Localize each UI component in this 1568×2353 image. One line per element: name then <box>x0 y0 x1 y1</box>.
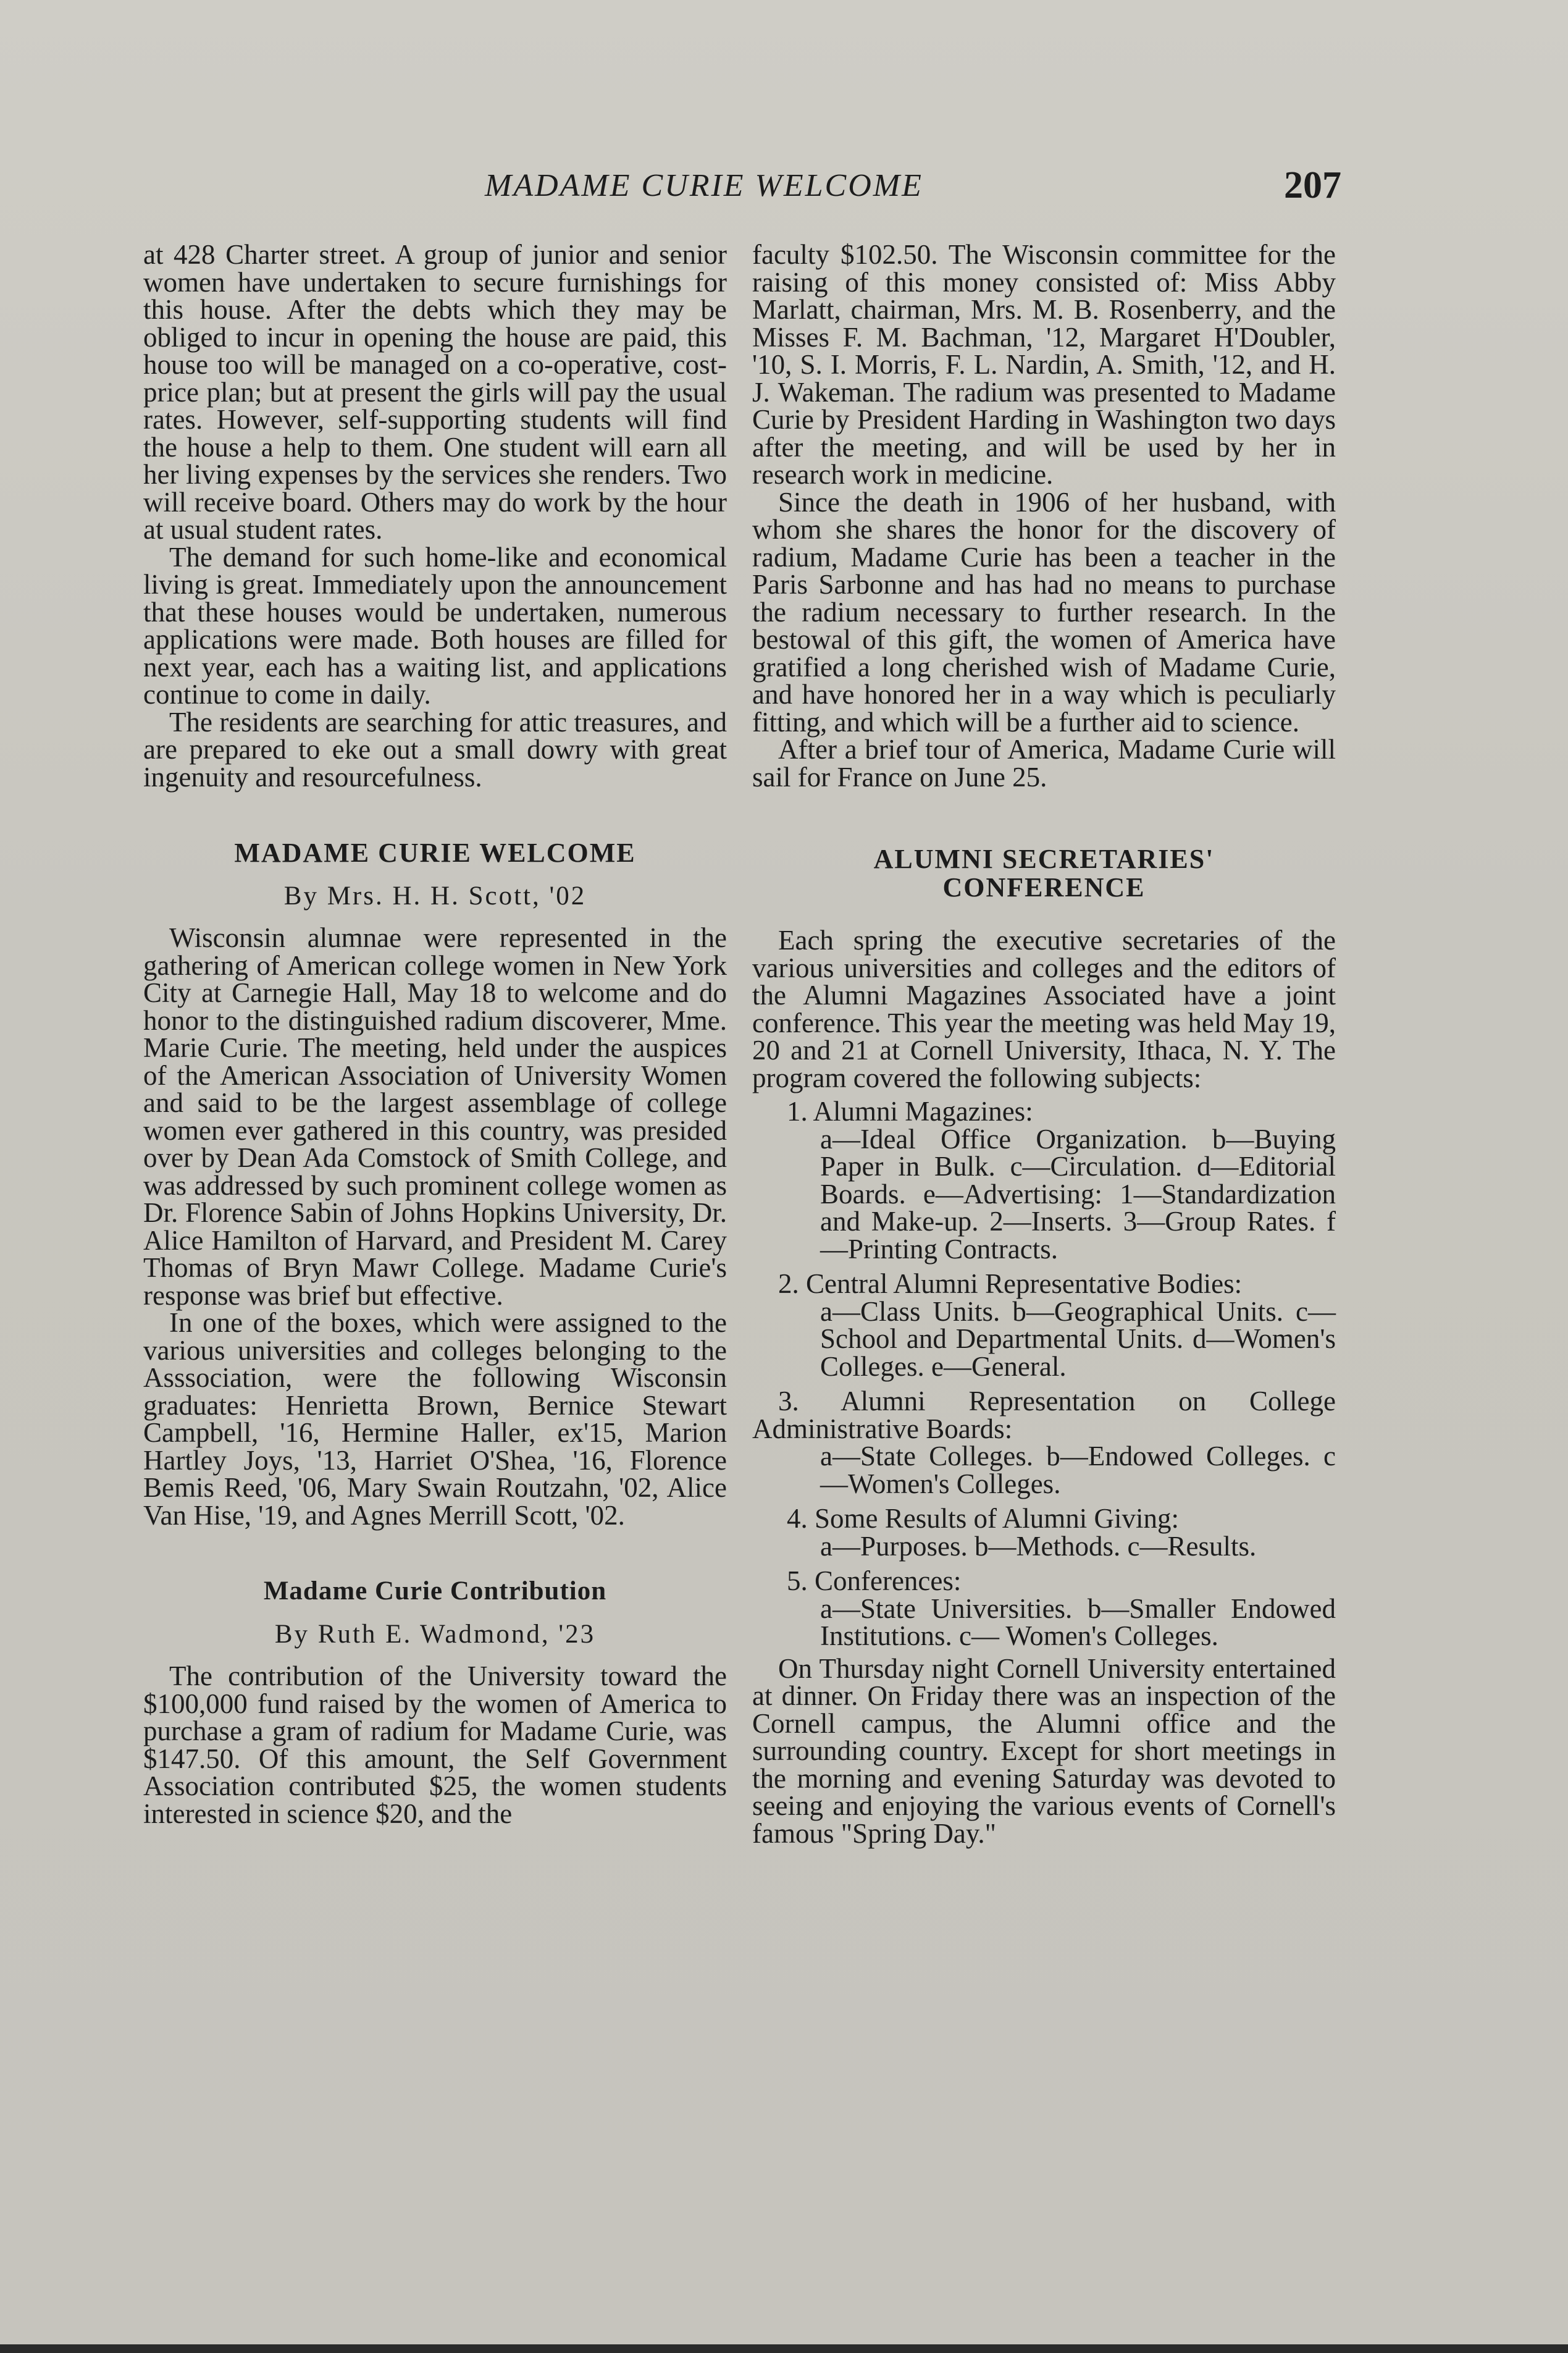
program-item-body: a—Ideal Office Organization. b—Buying Paper in Bulk. c—Circulation. d—Editorial Boards. e—Advertising: 1—Standardization and Make-up. 2—Inserts. 3—Group Rates. f—Printing Contracts. <box>820 1123 1336 1265</box>
program-item-title: 3. Alumni Representation on College Administrative Boards: <box>752 1386 1336 1444</box>
program-item-body: a—State Colleges. b—Endowed Colleges. c—Women's Colleges. <box>820 1441 1336 1499</box>
scan-bottom-edge <box>0 2344 1568 2353</box>
intro-paragraph-3: The residents are searching for attic treasures, and are prepared to eke out a small dowry with great ingenuity and resourcefulness. <box>143 706 727 793</box>
program-item-body: a—State Universities. b—Smaller Endowed Institutions. c— Women's Colleges. <box>820 1593 1336 1651</box>
program-item-title: 4. Some Results of Alumni Giving: <box>787 1503 1180 1534</box>
contribution-heading: Madame Curie Contribution <box>263 1576 607 1606</box>
left-column <box>143 241 727 1827</box>
curie-paragraph-2: After a brief tour of America, Madame Curie will sail for France on June 25. <box>752 734 1336 793</box>
program-item-title: 1. Alumni Magazines: <box>787 1096 1033 1127</box>
contribution-continued: faculty $102.50. The Wisconsin committee for the raising of this money consisted of: Miss Abby Marlatt, chairman, Mrs. M. B. Rosenberry, and the Misses F. M. Bachman, '12, Margaret H'Doubler, '10, S. I. Morris, F. L. Nardin, A. Smith, '12, and H. J. Wakeman. The radium was presented to Madame Curie by President Harding in Washington two days after the meeting, and will be used by her in research work in medicine. <box>752 239 1336 490</box>
contribution-paragraph: The contribution of the University toward the $100,000 fund raised by the women of America to purchase a gram of radium for Madame Curie, was $147.50. Of this amount, the Self Government Association contributed $25, the women students interested in science $20, and the <box>143 1661 727 1829</box>
program-item-title: 5. Conferences: <box>787 1565 962 1596</box>
welcome-paragraph-1: Wisconsin alumnae were represented in the gathering of American college women in New York City at Carnegie Hall, May 18 to welcome and do honor to the distinguished radium discoverer, Mme. Marie Curie. The meeting, held under the auspices of the American Association of University Women and said to be the largest assemblage of college women ever gathered in this country, was presided over by Dean Ada Comstock of Smith College, and was addressed by such prominent college women as Dr. Florence Sabin of Johns Hopkins University, Dr. Alice Hamilton of Harvard, and President M. Carey Thomas of Bryn Mawr College. Madame Curie's response was brief but effective. <box>143 922 727 1311</box>
right-column <box>752 241 1336 1847</box>
welcome-byline: By Mrs. H. H. Scott, '02 <box>283 882 587 911</box>
conference-intro: Each spring the executive secretaries of the various universities and colleges and the editors of the Alumni Magazines Associated have a joint conference. This year the meeting was held May 19, 20 and 21 at Cornell University, Ithaca, N. Y. The program covered the following subjects: <box>752 925 1336 1093</box>
intro-paragraph-1: at 428 Charter street. A group of junior and senior women have undertaken to secure furnishings for this house. After the debts which they may be obliged to incur in opening the house are paid, this house too will be managed on a co-operative, cost-price plan; but at present the girls will pay the usual rates. However, self-supporting students will find the house a help to them. One student will earn all her living expenses by the services she renders. Two will receive board. Others may do work by the hour at usual student rates. <box>143 239 727 545</box>
conference-heading <box>752 845 1336 902</box>
curie-paragraph-1: Since the death in 1906 of her husband, with whom she shares the honor for the discovery of radium, Madame Curie has been a teacher in the Paris Sarbonne and has had no means to purchase the radium necessary to further research. In the bestowal of this gift, the women of America have gratified a long cherished wish of Madame Curie, and have honored her in a way which is peculiarly fitting, and which will be a further aid to science. <box>752 486 1336 738</box>
contribution-byline: By Ruth E. Wadmond, '23 <box>274 1620 596 1649</box>
program-item-title: 2. Central Alumni Representative Bodies: <box>778 1268 1243 1299</box>
welcome-heading: MADAME CURIE WELCOME <box>234 838 636 868</box>
program-list <box>752 1092 1336 1650</box>
page-number: 207 <box>1284 164 1341 206</box>
conference-heading-line1: ALUMNI SECRETARIES' <box>873 844 1215 874</box>
running-header-title: MADAME CURIE WELCOME <box>485 168 923 203</box>
conference-heading-line2: CONFERENCE <box>942 872 1146 903</box>
intro-paragraph-2: The demand for such home-like and economical living is great. Immediately upon the announcement that these houses would be undertaken, numerous applications were made. Both houses are filled for next year, each has a waiting list, and applications continue to come in daily. <box>143 541 727 710</box>
program-item-body: a—Purposes. b—Methods. c—Results. <box>820 1530 1257 1562</box>
welcome-paragraph-2: In one of the boxes, which were assigned to the various universities and colleges belonging to the Asssociation, were the following Wisconsin graduates: Henrietta Brown, Bernice Stewart Campbell, '16, Hermine Haller, ex'15, Marion Hartley Joys, '13, Harriet O'Shea, '16, Florence Bemis Reed, '06, Mary Swain Routzahn, '02, Alice Van Hise, '19, and Agnes Merrill Scott, '02. <box>143 1307 727 1531</box>
program-item-body: a—Class Units. b—Geographical Units. c—School and Departmental Units. d—Women's Colleges. e—General. <box>820 1295 1336 1382</box>
closing-paragraph: On Thursday night Cornell University entertained at dinner. On Friday there was an inspection of the Cornell campus, the Alumni office and the surrounding country. Except for short meetings in the morning and evening Saturday was devoted to seeing and enjoying the various events of Cornell's famous "Spring Day." <box>752 1652 1336 1849</box>
